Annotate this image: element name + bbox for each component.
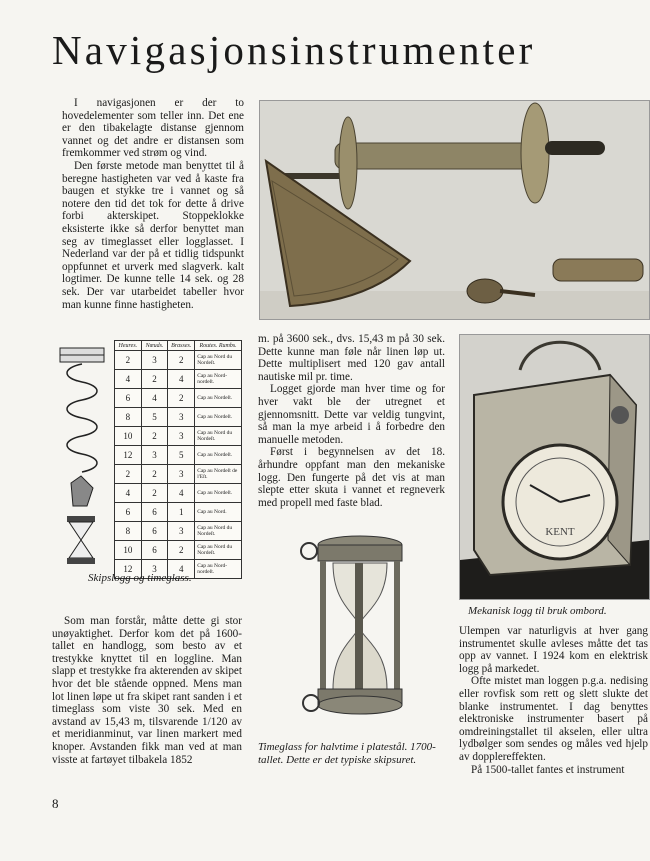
table-cell: 12 [115, 560, 142, 579]
table-cell: Cap au Nord du Nordeſt. [195, 522, 242, 541]
table-cell: 2 [115, 351, 142, 370]
mechanical-log-caption: Mekanisk logg til bruk ombord. [468, 605, 607, 617]
paragraph: Ulempen var naturligvis at hver gang instrumentet skulle avleses måtte det tas opp av vannet. I 1924 kom en elektrisk logg på markedet. [459, 625, 648, 675]
table-cell: 2 [141, 370, 168, 389]
paragraph: Logget gjorde man hver time og for hver vakt ble der utregnet et gjennomsnitt. Dette var veldig tungvint, så man la mye arbeid i å forbedre den manuelle metoden. [258, 383, 445, 446]
log-table [114, 340, 242, 579]
table-cell: 10 [115, 541, 142, 560]
table-cell: Cap au Nordeſt. [195, 389, 242, 408]
table-row [115, 465, 242, 484]
table-cell: 1 [168, 503, 195, 522]
table-cell: 2 [141, 465, 168, 484]
table-row [115, 370, 242, 389]
right-text [459, 625, 648, 776]
lower-text [52, 615, 242, 766]
table-cell: Cap au Nord du Nordeſt. [195, 427, 242, 446]
table-cell: 2 [168, 541, 195, 560]
table-cell: 3 [141, 560, 168, 579]
table-cell: 3 [141, 446, 168, 465]
paragraph: På 1500-tallet fantes et instrument [471, 763, 625, 776]
intro-text [62, 97, 244, 311]
column-header: Routes. Rumbs. [195, 341, 242, 351]
table-cell: Cap au Nord-nordeſt. [195, 560, 242, 579]
table-row [115, 351, 242, 370]
table-cell: 4 [115, 370, 142, 389]
table-cell: 3 [168, 465, 195, 484]
table-cell: 2 [168, 389, 195, 408]
hourglass-photo [285, 533, 415, 729]
paragraph: Først i begynnelsen av det 18. århundre oppfant man den mekaniske logg. Den fungerte på det vis at man slepte etter skuta i vannet et regneverk med propell med faste blad. [258, 446, 445, 509]
table-cell: Cap au Nordeſt de l'Eſt. [195, 465, 242, 484]
hourglass-caption: Timeglass for halvtime i platestål. 1700-tallet. Dette er det typiske skipsuret. [258, 741, 436, 766]
page-title: Navigasjonsinstrumenter [52, 27, 536, 73]
middle-text [258, 333, 445, 509]
table-cell: 12 [115, 446, 142, 465]
log-reel-photo [259, 100, 650, 320]
table-cell: 6 [141, 522, 168, 541]
table-cell: Cap au Nord du Nordeſt. [195, 351, 242, 370]
mechanical-log-photo [459, 334, 650, 600]
table-cell: 10 [115, 427, 142, 446]
page-number: 8 [52, 796, 59, 811]
table-row [115, 484, 242, 503]
table-cell: 6 [141, 541, 168, 560]
table-cell: 8 [115, 522, 142, 541]
table-cell: Cap au Nordeſt. [195, 484, 242, 503]
table-cell: 6 [115, 389, 142, 408]
table-cell: 2 [168, 351, 195, 370]
paragraph: I navigasjonen er der to hovedelementer som teller inn. Det ene er den tibakelagte distanse gjennom vannet og det andre er distansen som fremkommer ved strøm og vind. [62, 97, 244, 160]
log-table-caption: Skipslogg og timeglass. [88, 572, 192, 584]
logline-drawing [57, 338, 107, 566]
table-row [115, 503, 242, 522]
column-header: Brasses. [168, 341, 195, 351]
table-cell: 3 [168, 522, 195, 541]
paragraph: Som man forstår, måtte dette gi stor unøyaktighet. Derfor kom det på 1600-tallet en handlogg, som besto av et trestykke knyttet til en loggline. Man slapp et trestykke fra akterenden av skipet hvor det ble stående oppned. Mens man lot linen løpe ut fra skipet rant sanden i et timeglass som viste 30 sek. Med en avstand av 15,43 m, tilsvarende 1/120 av et meridianminut, var linen markert med knoper. Avstanden fikk man ved at man visste at fartøyet tilbakela 1852 [52, 615, 242, 766]
table-row [115, 389, 242, 408]
table-row [115, 408, 242, 427]
table-cell: 8 [115, 408, 142, 427]
table-cell: 2 [115, 465, 142, 484]
column-header: Nœuds. [141, 341, 168, 351]
table-cell: 3 [141, 351, 168, 370]
table-cell: 4 [168, 484, 195, 503]
table-row [115, 446, 242, 465]
table-row [115, 427, 242, 446]
table-cell: 2 [141, 484, 168, 503]
table-cell: 4 [168, 370, 195, 389]
table-cell: 2 [141, 427, 168, 446]
table-cell: 6 [115, 503, 142, 522]
table-cell: Cap au Nordeſt. [195, 446, 242, 465]
table-cell: 3 [168, 408, 195, 427]
table-cell: 4 [115, 484, 142, 503]
column-header: Heures. [115, 341, 142, 351]
table-cell: 3 [168, 427, 195, 446]
table-cell: 5 [168, 446, 195, 465]
paragraph: m. på 3600 sek., dvs. 15,43 m på 30 sek. Dette kunne man føle når linen løp ut. Dette multiplisert med 120 gav antall nautiske mil pr. time. [258, 333, 445, 383]
table-cell: Cap au Nordeſt. [195, 408, 242, 427]
table-cell: Cap au Nord du Nordeſt. [195, 541, 242, 560]
table-cell: 4 [168, 560, 195, 579]
table-cell: 4 [141, 389, 168, 408]
table-cell: 5 [141, 408, 168, 427]
table-cell: Cap au Nord-nordeſt. [195, 370, 242, 389]
paragraph: Den første metode man benyttet til å beregne hastigheten var ved å kaste fra baugen et stykke tre i vannet og så notere den tid det tok for dette å drive forbi akterskipet. Stoppeklokke eksisterte ikke så derfor benyttet man seg av timeglasset eller logglasset. I Nederland var der på et tidlig tidspunkt oppfunnet et urverk med slagverk. kalt logtimer. De kunne telle 14 sek. og 28 sek. Der var utarbeidet tabeller hvor man kunne finne hastigheten. [62, 159, 244, 311]
paragraph: Ofte mistet man loggen p.g.a. nedising eller rovfisk som rett og slett slukte det blanke instrumentet. I dag benyttes elektroniske instrumenter basert på omdreiningstallet til akselen, eller ultra lydbølger som sendes og måles ved hjelp av dopplereffekten. [459, 675, 648, 763]
table-row [115, 541, 242, 560]
log-table-illustration [57, 338, 242, 575]
table-cell: Cap au Nord. [195, 503, 242, 522]
dial-brand: KENT [545, 526, 575, 538]
table-row [115, 522, 242, 541]
table-cell: 6 [141, 503, 168, 522]
